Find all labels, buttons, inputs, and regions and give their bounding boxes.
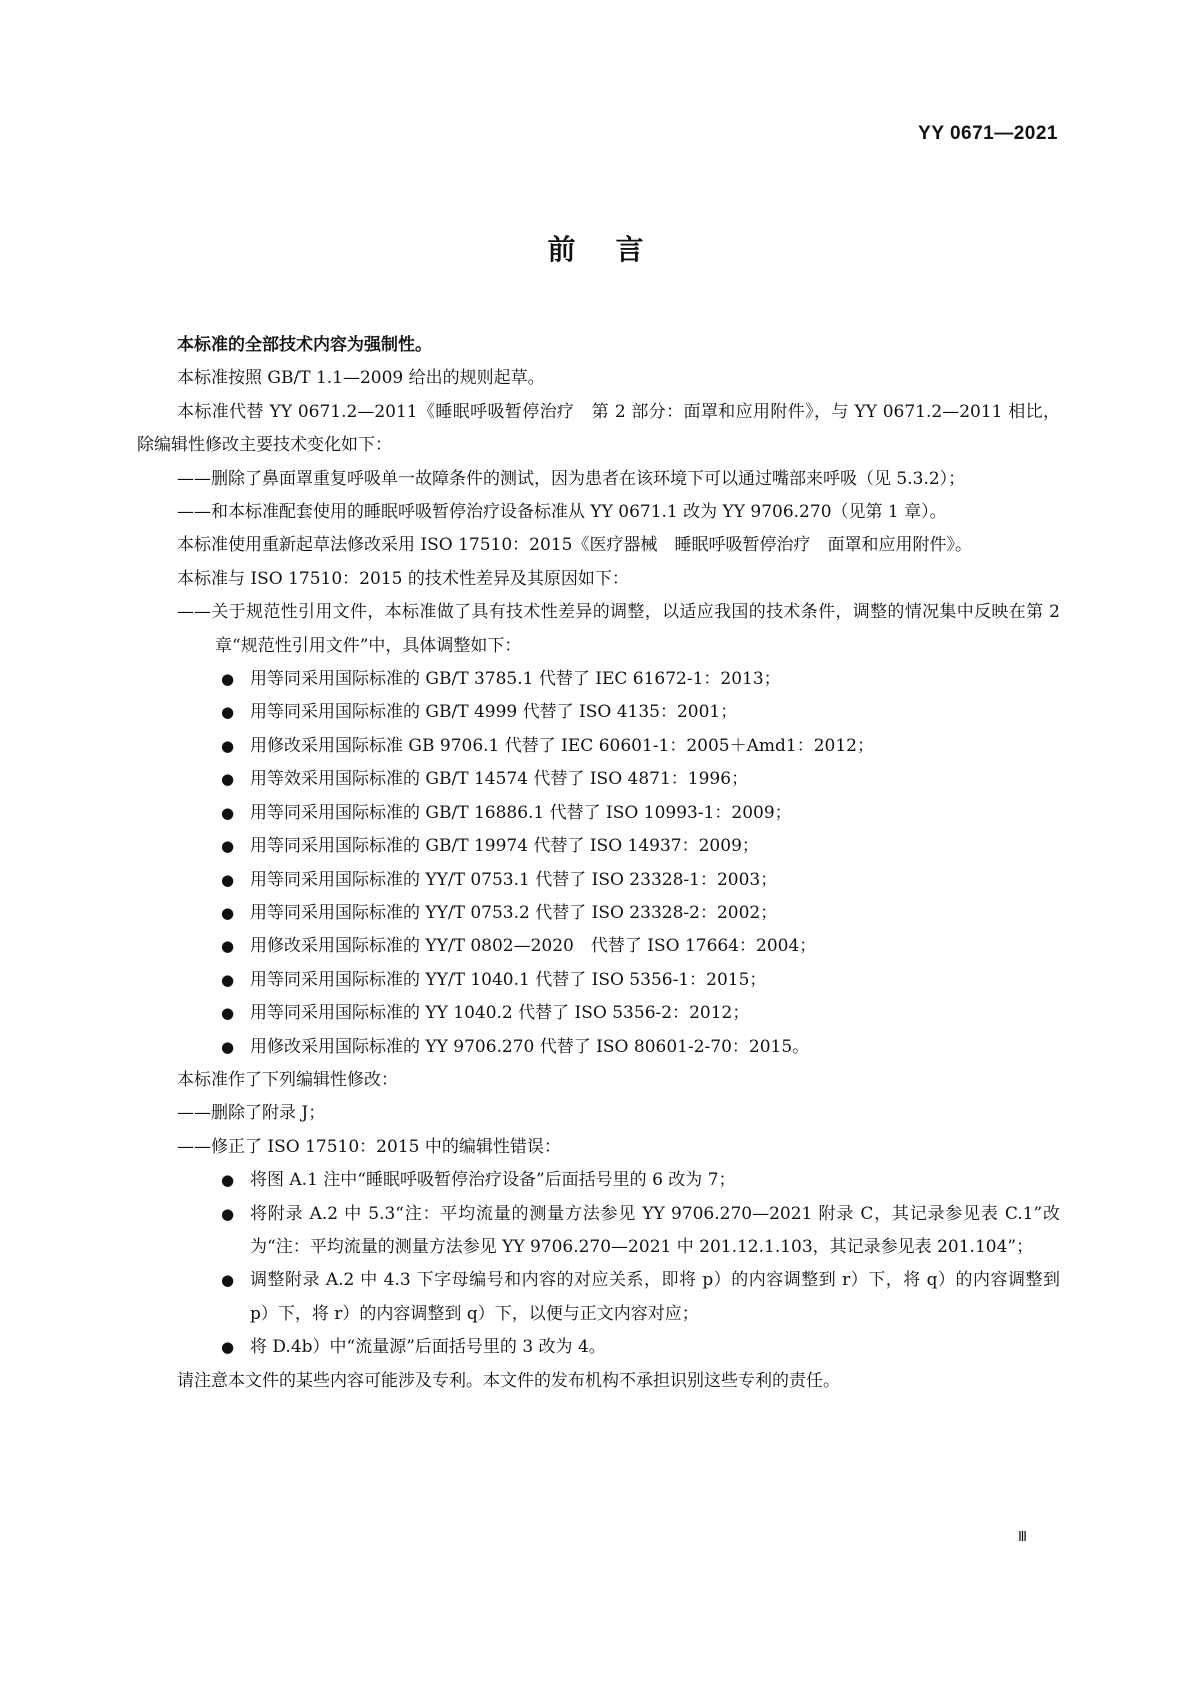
bullet-icon: ● xyxy=(221,1204,235,1223)
editorial-item: ——删除了附录 J； xyxy=(177,1103,326,1124)
bullet-icon: ● xyxy=(221,937,235,956)
bullet-icon: ● xyxy=(221,770,235,789)
reference-list-item xyxy=(137,930,1060,963)
bullet-icon: ● xyxy=(221,1271,235,1290)
reference-list-item xyxy=(137,864,1060,897)
bullet-icon: ● xyxy=(221,837,235,856)
reference-list-item-text: 用等同采用国际标准的 YY/T 1040.1 代替了 ISO 5356-1：2015； xyxy=(250,969,767,990)
paragraph-mandatory: 本标准的全部技术内容为强制性。 xyxy=(177,335,432,355)
bullet-icon: ● xyxy=(221,703,235,722)
correction-list-item-text: 将附录 A.2 中 5.3“注：平均流量的测量方法参见 YY 9706.270—2021 附录 C，其记录参见表 C.1”改为“注：平均流量的测量方法参见 YY 9706.270—2021 中 201.12.1.103，其记录参见表 201.104”； xyxy=(250,1203,1060,1257)
correction-list xyxy=(137,1164,1060,1364)
bullet-icon: ● xyxy=(221,803,235,822)
paragraph-patent-notice: 请注意本文件的某些内容可能涉及专利。本文件的发布机构不承担识别这些专利的责任。 xyxy=(177,1370,840,1391)
reference-list-item xyxy=(137,797,1060,830)
bullet-icon: ● xyxy=(221,1171,235,1190)
paragraph-replaces: 本标准代替 YY 0671.2—2011《睡眠呼吸暂停治疗 第 2 部分：面罩和应用附件》，与 YY 0671.2—2011 相比，除编辑性修改主要技术变化如下： xyxy=(137,401,1060,456)
reference-list-item-text: 用等同采用国际标准的 GB/T 16886.1 代替了 ISO 10993-1：2009； xyxy=(250,802,792,823)
bullet-icon: ● xyxy=(221,1037,235,1056)
editorial-item: ——修正了 ISO 17510：2015 中的编辑性错误： xyxy=(177,1136,561,1157)
reference-list-item xyxy=(137,663,1060,696)
reference-list-item xyxy=(137,1031,1060,1064)
reference-list-item xyxy=(137,730,1060,763)
paragraph-adoption: 本标准使用重新起草法修改采用 ISO 17510：2015《医疗器械 睡眠呼吸暂停治疗 面罩和应用附件》。 xyxy=(177,535,972,556)
reference-list-item xyxy=(137,997,1060,1030)
change-item: ——和本标准配套使用的睡眠呼吸暂停治疗设备标准从 YY 0671.1 改为 YY 9706.270（见第 1 章）。 xyxy=(177,502,947,523)
bullet-icon: ● xyxy=(221,736,235,755)
reference-list-item-text: 用等同采用国际标准的 YY/T 0753.1 代替了 ISO 23328-1：2003； xyxy=(250,869,778,890)
correction-list-item xyxy=(137,1198,1060,1265)
bullet-icon: ● xyxy=(221,670,235,689)
difference-item: ——关于规范性引用文件，本标准做了具有技术性差异的调整，以适应我国的技术条件，调整的情况集中反映在第 2 章“规范性引用文件”中，具体调整如下： xyxy=(177,602,1060,656)
bullet-icon: ● xyxy=(221,870,235,889)
reference-list-item xyxy=(137,964,1060,997)
reference-list-item xyxy=(137,763,1060,796)
reference-list-item xyxy=(137,830,1060,863)
correction-list-item xyxy=(137,1164,1060,1197)
document-body xyxy=(137,329,1060,1398)
reference-list-item-text: 用修改采用国际标准的 YY/T 0802—2020 代替了 ISO 17664：2004； xyxy=(250,936,817,957)
page-title: 前言 xyxy=(547,233,684,266)
bullet-icon: ● xyxy=(221,903,235,922)
reference-list-item-text: 用修改采用国际标准的 YY 9706.270 代替了 ISO 80601-2-70：2015。 xyxy=(250,1036,810,1057)
bullet-icon: ● xyxy=(221,970,235,989)
paragraph-drafting-rules: 本标准按照 GB/T 1.1—2009 给出的规则起草。 xyxy=(177,368,545,389)
reference-list-item-text: 用等效采用国际标准的 GB/T 14574 代替了 ISO 4871：1996； xyxy=(250,769,749,790)
change-item: ——删除了鼻面罩重复呼吸单一故障条件的测试，因为患者在该环境下可以通过嘴部来呼吸（见 5.3.2）； xyxy=(177,468,966,489)
correction-list-item xyxy=(137,1264,1060,1331)
reference-list-item-text: 用修改采用国际标准 GB 9706.1 代替了 IEC 60601-1：2005＋Amd1：2012； xyxy=(250,735,874,756)
reference-list xyxy=(137,663,1060,1064)
correction-list-item xyxy=(137,1331,1060,1364)
correction-list-item-text: 将图 A.1 注中“睡眠呼吸暂停治疗设备”后面括号里的 6 改为 7； xyxy=(250,1170,736,1191)
standard-number: YY 0671—2021 xyxy=(918,123,1058,144)
reference-list-item-text: 用等同采用国际标准的 YY 1040.2 代替了 ISO 5356-2：2012； xyxy=(250,1003,750,1024)
reference-list-item-text: 用等同采用国际标准的 YY/T 0753.2 代替了 ISO 23328-2：2002； xyxy=(250,902,778,923)
reference-list-item-text: 用等同采用国际标准的 GB/T 4999 代替了 ISO 4135：2001； xyxy=(250,702,738,723)
reference-list-item-text: 用等同采用国际标准的 GB/T 3785.1 代替了 IEC 61672-1：2013； xyxy=(250,669,781,690)
reference-list-item-text: 用等同采用国际标准的 GB/T 19974 代替了 ISO 14937：2009； xyxy=(250,836,759,857)
page-number: Ⅲ xyxy=(1018,1530,1027,1545)
bullet-icon: ● xyxy=(221,1004,235,1023)
paragraph-editorial: 本标准作了下列编辑性修改： xyxy=(177,1069,398,1090)
bullet-icon: ● xyxy=(221,1338,235,1357)
correction-list-item-text: 将 D.4b）中“流量源”后面括号里的 3 改为 4。 xyxy=(250,1337,606,1358)
paragraph-differences: 本标准与 ISO 17510：2015 的技术性差异及其原因如下： xyxy=(177,568,629,589)
reference-list-item xyxy=(137,897,1060,930)
correction-list-item-text: 调整附录 A.2 中 4.3 下字母编号和内容的对应关系，即将 p）的内容调整到 r）下，将 q）的内容调整到 p）下，将 r）的内容调整到 q）下，以便与正文内容对应； xyxy=(250,1270,1060,1324)
reference-list-item xyxy=(137,696,1060,729)
